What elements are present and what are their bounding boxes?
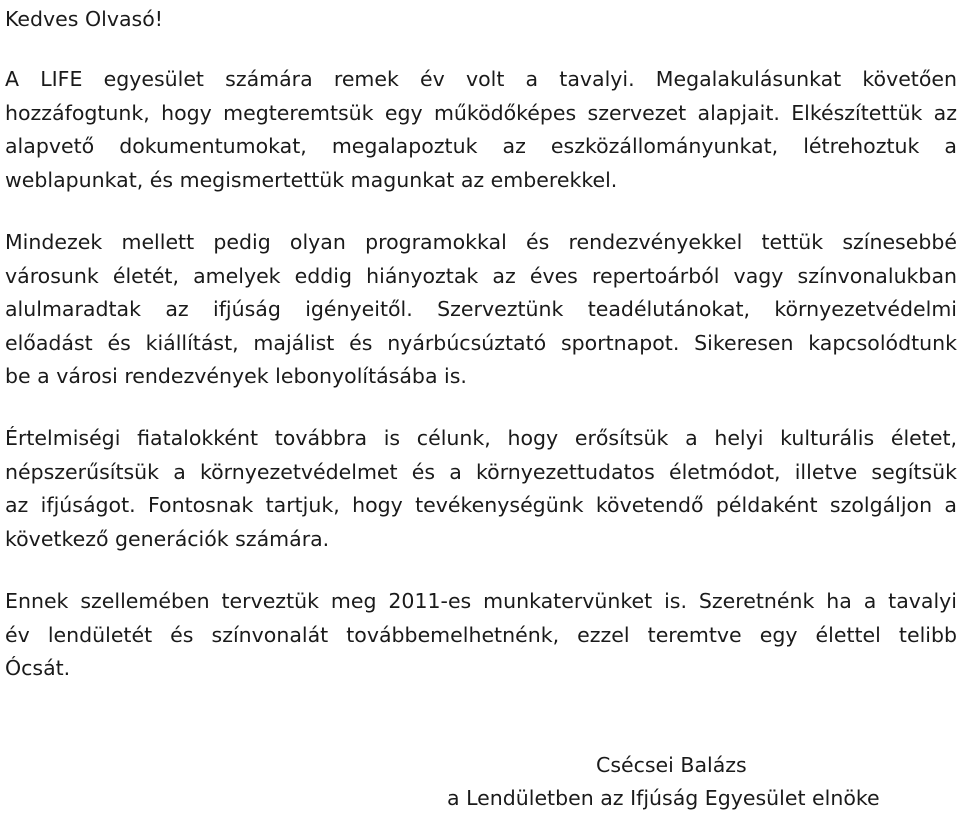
paragraph-line: alulmaradtak az ifjúság igényeitől. Szerveztünk teadélutánokat, környezetvédelmi: [5, 297, 957, 321]
paragraph-line: év lendületét és színvonalát továbbemelhetnénk, ezzel teremtve egy élettel telibb: [5, 623, 957, 647]
paragraph-line: Mindezek mellett pedig olyan programokkal és rendezvényekkel tettük színesebbé: [5, 230, 957, 254]
paragraph-line: Ócsát.: [5, 656, 71, 680]
paragraph-line: Ennek szellemében terveztük meg 2011-es munkatervünket is. Szeretnénk ha a tavalyi: [5, 589, 957, 613]
paragraph-line: az ifjúságot. Fontosnak tartjuk, hogy tevékenységünk követendő példaként szolgáljon a: [5, 493, 957, 517]
paragraph-line: előadást és kiállítást, majálist és nyárbúcsúztató sportnapot. Sikeresen kapcsolódtunk: [5, 331, 957, 355]
paragraph-line: következő generációk számára.: [5, 527, 330, 551]
paragraph-line: weblapunkat, és megismertettük magunkat az emberekkel.: [5, 168, 618, 192]
paragraph-line: városunk életét, amelyek eddig hiányoztak az éves repertoárból vagy színvonalukban: [5, 264, 957, 288]
paragraph-line: hozzáfogtunk, hogy megteremtsük egy működőképes szervezet alapjait. Elkészítettük az: [5, 101, 957, 125]
paragraph-line: be a városi rendezvények lebonyolításába is.: [5, 364, 467, 388]
paragraph-line: A LIFE egyesület számára remek év volt a tavalyi. Megalakulásunkat követően: [5, 67, 957, 91]
greeting: Kedves Olvasó!: [5, 7, 163, 31]
paragraph-line: Értelmiségi fiatalokként továbbra is célunk, hogy erősítsük a helyi kulturális életet,: [5, 426, 957, 450]
paragraph-line: népszerűsítsük a környezetvédelmet és a környezettudatos életmódot, illetve segítsük: [5, 460, 957, 484]
paragraph-line: alapvető dokumentumokat, megalapoztuk az eszközállományunkat, létrehoztuk a: [5, 134, 957, 158]
signature-title: a Lendületben az Ifjúság Egyesület elnöke: [447, 786, 880, 810]
signature-name: Csécsei Balázs: [596, 753, 747, 777]
